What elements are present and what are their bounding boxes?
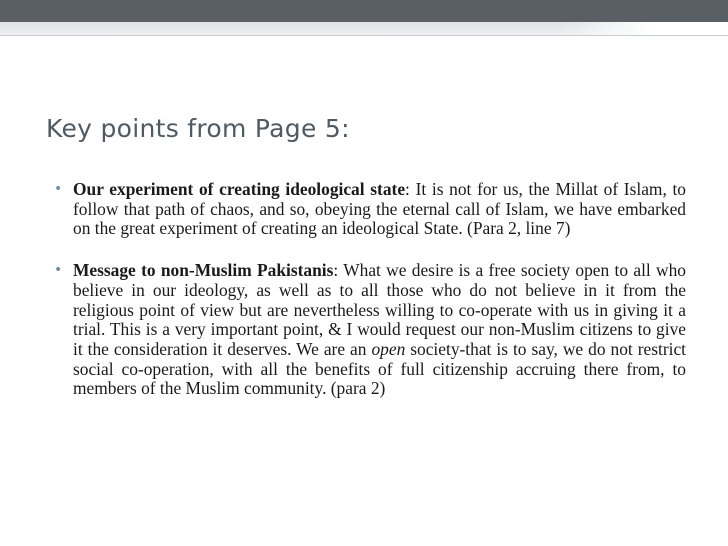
bullet-separator: : bbox=[333, 260, 339, 281]
header-band-dark bbox=[0, 0, 728, 22]
bullet-emphasis: open bbox=[371, 338, 406, 359]
bullet-text-part-1: What we desire is a free society open to all who believe in our ideology, as well as to all those who do not believe in it from the religious point of view but are nevertheless willing to co-operate with us in giving it a trial. This is a very important point, & I would request our non-Muslim citizens to give it the consideration it deserves. We are an bbox=[73, 260, 686, 359]
bullet-item-non-muslim-message bbox=[46, 261, 686, 399]
header-divider bbox=[0, 35, 728, 36]
bullet-list bbox=[46, 180, 686, 421]
bullet-text: It is not for us, the Millat of Islam, to follow that path of chaos, and so, obeying the eternal call of Islam, we have embarked on the great experiment of creating an ideological State. (Para 2, line 7) bbox=[73, 179, 686, 239]
bullet-icon: • bbox=[54, 262, 63, 279]
header-band-highlight bbox=[560, 22, 728, 35]
slide-title: Key points from Page 5: bbox=[46, 114, 350, 143]
bullet-heading: Message to non-Muslim Pakistanis bbox=[73, 260, 334, 281]
bullet-heading: Our experiment of creating ideological state bbox=[73, 179, 406, 199]
bullet-icon: • bbox=[54, 181, 63, 197]
bullet-text-part-2: society-that is to say, we do not restrict social co-operation, with all the benefits of full citizenship accruing there from, to members of the Muslim community. (para 2) bbox=[73, 338, 686, 399]
bullet-item-ideological-state bbox=[46, 180, 686, 239]
bullet-separator: : bbox=[405, 179, 410, 199]
